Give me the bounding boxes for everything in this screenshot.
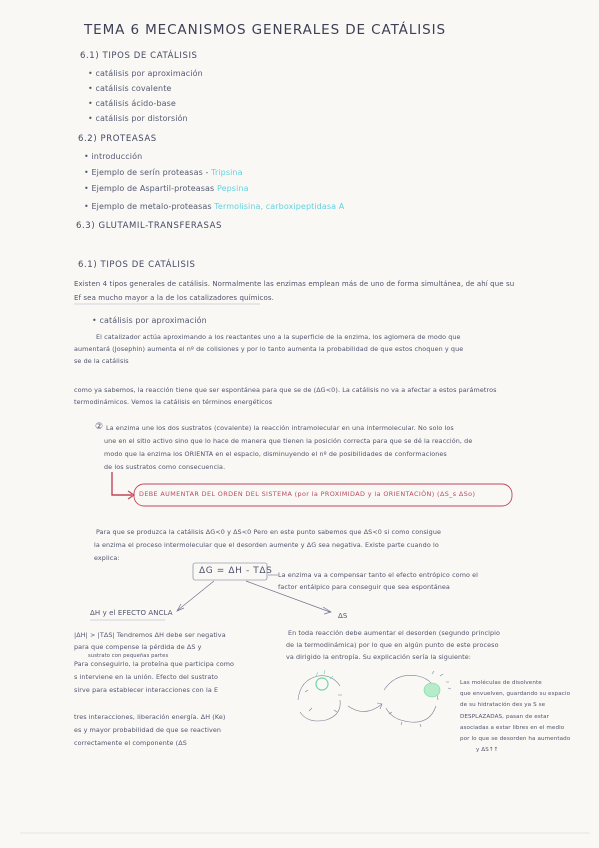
- toc-section-2: 6.2) PROTEASAS: [78, 134, 157, 144]
- toc-item: • catálisis por distorsión: [88, 114, 188, 123]
- equation-box: [193, 563, 267, 580]
- equation-note: factor entálpico para conseguir que sea espontánea: [278, 583, 450, 591]
- solvation-drawing-right: [384, 671, 451, 727]
- section-heading: 6.1) TIPOS DE CATÁLISIS: [78, 260, 196, 270]
- toc-item: • catálisis ácido-base: [88, 99, 176, 108]
- dh-heading: ΔH y el EFECTO ANCLA: [90, 609, 173, 617]
- paragraph-line: explica:: [94, 554, 120, 562]
- equation: ΔG = ΔH - TΔS: [199, 566, 273, 576]
- paragraph-line: El catalizador actúa aproximando a los reactantes uno a la superficie de la enzima, los aglomera de modo que: [96, 333, 461, 341]
- paragraph-line: une en el sitio activo sino que lo hace de manera que tienen la posición correcta para que se dé la reacción, de: [104, 437, 473, 445]
- side-note-line: Las moléculas de disolvente: [460, 680, 542, 686]
- paragraph-line: aumentará (Josephin) aumenta el nº de colisiones y por lo tanto aumenta la probabilidad de que estos choquen y que: [74, 345, 464, 353]
- dh-line: para que compense la pérdida de ΔS y: [74, 643, 202, 651]
- branch-arrow-right: [246, 581, 330, 612]
- paragraph-line: la enzima el proceso intermolecular que el desorden aumente y ΔG sea negativa. Existe parte cuando lo: [94, 541, 439, 549]
- paragraph-line: Para que se produzca la catálisis ΔG<0 y ΔS<0 Pero en este punto sabemos que ΔS<0 si como consigue: [96, 528, 442, 536]
- paragraph-line: termodinámicos. Vemos la catálisis en términos energéticos: [74, 398, 273, 406]
- dh-line: |ΔH| > |TΔS| Tendremos ΔH debe ser negativa: [74, 631, 226, 639]
- intro-line: Ef sea mucho mayor a la de los catalizadores químicos.: [74, 294, 274, 302]
- toc-item: • Ejemplo de metalo-proteasas Termolisina, carboxipeptidasa A: [84, 202, 345, 211]
- red-box: [134, 484, 512, 506]
- side-note-line: de su hidratación des ya S se: [460, 702, 546, 708]
- paragraph-line: modo que la enzima los ORIENTA en el espacio, disminuyendo el nº de posibilidades de conformaciones: [104, 450, 447, 458]
- dh-line: sirve para establecer interacciones con la E: [74, 686, 219, 694]
- toc-item: • Ejemplo de Aspartil-proteasas Pepsina: [84, 184, 249, 193]
- paragraph-line: se de la catálisis: [74, 357, 129, 365]
- solvation-drawing-left: [298, 670, 342, 721]
- side-note-line: y ΔS↑↑: [476, 747, 499, 753]
- toc-section-3: 6.3) GLUTAMIL-TRANSFERASAS: [76, 221, 223, 231]
- intro-line: Existen 4 tipos generales de catálisis. Normalmente las enzimas emplean más de uno de forma simultánea, de ahí que su: [74, 280, 515, 288]
- page-title: TEMA 6 MECANISMOS GENERALES DE CATÁLISIS: [84, 22, 446, 38]
- equation-note: La enzima va a compensar tanto el efecto entrópico como el: [278, 571, 479, 579]
- drawing-arrow: [348, 704, 382, 712]
- dh-line: s interviene en la unión. Efecto del sustrato: [74, 673, 219, 681]
- bullet-heading: • catálisis por aproximación: [92, 316, 207, 325]
- side-note-line: por lo que se desorden ha aumentado: [460, 736, 571, 742]
- ds-line: de la termodinámica) por lo que en algún punto de este proceso: [286, 641, 499, 649]
- side-note-line: DESPLAZADAS, pasan de estar: [460, 714, 550, 720]
- ds-heading: ΔS: [338, 612, 348, 620]
- paragraph-line: de los sustratos como consecuencia.: [104, 463, 226, 471]
- paragraph-line: como ya sabemos, la reacción tiene que ser espontánea para que se de (ΔG<0). La catálisis no va a afectar a estos parámetros: [74, 386, 497, 394]
- point-marker: ②: [95, 422, 104, 432]
- toc-item: • Ejemplo de serín proteasas - Tripsina: [84, 168, 243, 177]
- dh-line: es y mayor probabilidad de que se reactiven: [74, 726, 222, 734]
- ds-line: En toda reacción debe aumentar el desorden (segundo principio: [288, 629, 501, 637]
- dh-line: correctamente el componente (ΔS: [74, 739, 187, 747]
- toc-section-1: 6.1) TIPOS DE CATÁLISIS: [80, 51, 198, 61]
- dh-line: tres interacciones, liberación energía. ΔH (Ke): [74, 713, 226, 721]
- dh-line: Para conseguirlo, la proteína que participa como: [74, 660, 235, 668]
- branch-arrow-left: [178, 581, 214, 610]
- toc-item: • introducción: [84, 152, 143, 161]
- side-note-line: asociadas a estar libres en el medio: [460, 725, 565, 731]
- ds-line: va dirigido la entropía. Su explicación sería la siguiente:: [286, 653, 472, 661]
- side-note-line: que envuelven, guardando su espacio: [460, 691, 571, 697]
- toc-item: • catálisis covalente: [88, 84, 172, 93]
- paragraph-line: La enzima une los dos sustratos (covalente) la reacción intramolecular en una intermolecular. No solo los: [106, 424, 454, 432]
- dh-line: sustrato con pequeñas partes: [88, 653, 169, 659]
- boxed-conclusion: DEBE AUMENTAR DEL ORDEN DEL SISTEMA (por la PROXIMIDAD y la ORIENTACIÓN) (ΔS_s ΔSo): [139, 490, 476, 498]
- toc-item: • catálisis por aproximación: [88, 69, 203, 78]
